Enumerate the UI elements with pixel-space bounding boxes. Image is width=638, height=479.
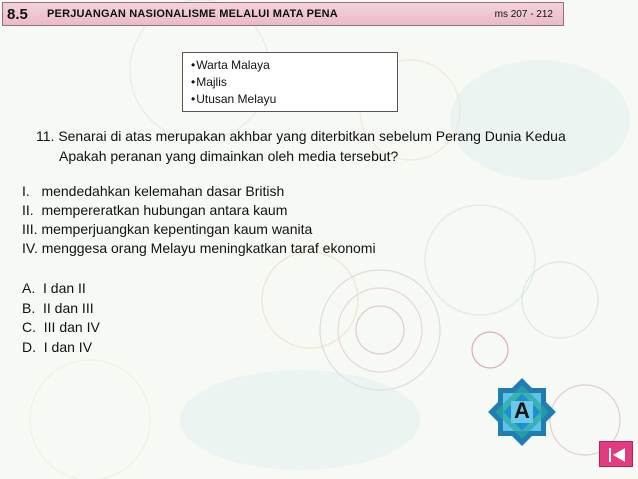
slide-header [2, 2, 564, 26]
slide-title: PERJUANGAN NASIONALISME MELALUI MATA PENA [47, 8, 338, 20]
statement-item: IV. menggesa orang Melayu meningkatkan taraf ekonomi [22, 240, 376, 256]
option-b[interactable]: B. II dan III [22, 299, 94, 316]
answer-options [22, 279, 322, 357]
section-number: 8.5 [7, 5, 28, 23]
question-text [36, 126, 636, 166]
statement-item: II. mempereratkan hubungan antara kaum [22, 202, 288, 218]
newspaper-list-box [182, 52, 398, 112]
back-to-start-icon [600, 442, 634, 468]
question-line-1: 11. Senarai di atas merupakan akhbar yang diterbitkan sebelum Perang Dunia Kedua [36, 128, 566, 144]
option-c[interactable]: C. III dan IV [22, 319, 100, 335]
option-a[interactable]: A. I dan II [22, 280, 86, 296]
option-d[interactable]: D. I dan IV [22, 338, 93, 355]
statement-item: I. mendedahkan kelemahan dasar British [22, 183, 285, 199]
nav-first-slide-button[interactable] [599, 441, 633, 467]
statement-item: III. memperjuangkan kepentingan kaum wanita [22, 221, 313, 237]
answer-letter: A [514, 398, 530, 423]
page-reference: ms 207 - 212 [494, 9, 553, 20]
question-line-2: Apakah peranan yang dimainkan oleh media tersebut? [59, 148, 399, 164]
newspaper-item: • Utusan Melayu [191, 91, 397, 108]
newspaper-item: • Majlis [191, 74, 397, 91]
newspaper-item: • Warta Malaya [191, 57, 397, 74]
statement-list [22, 182, 522, 258]
